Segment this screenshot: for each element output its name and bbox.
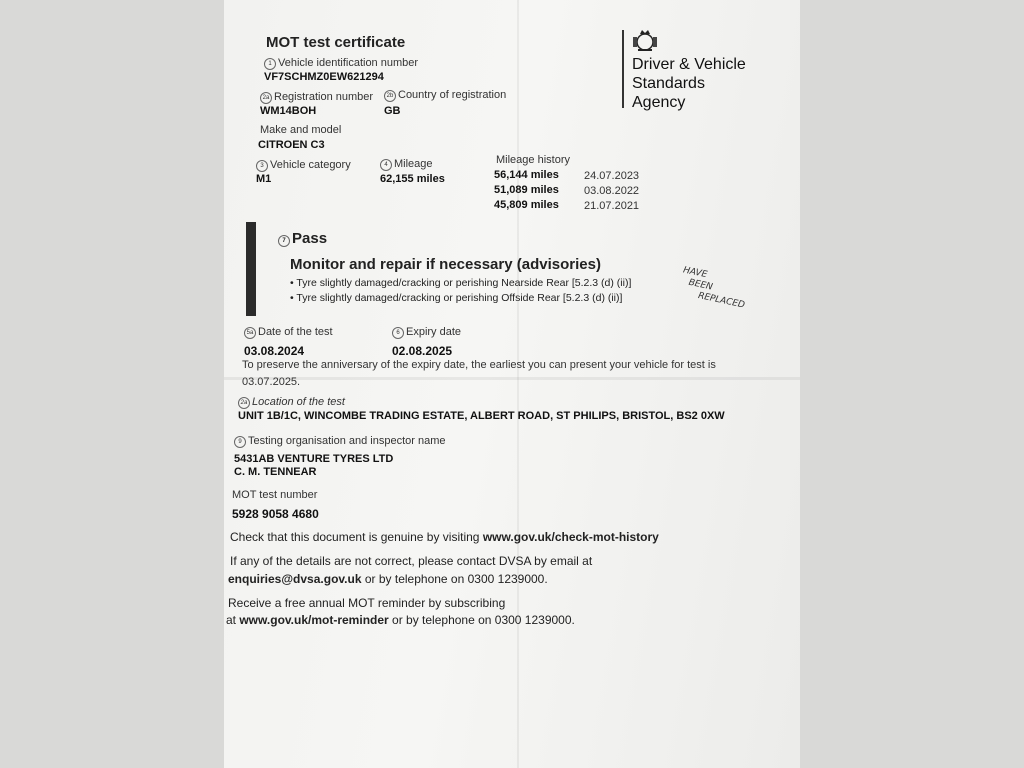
location-value: UNIT 1B/1C, WINCOMBE TRADING ESTATE, ALBERT ROAD, ST PHILIPS, BRISTOL, BS2 0XW <box>238 410 725 422</box>
mileage-history-label: Mileage history <box>496 154 570 166</box>
test-number-label: MOT test number <box>232 489 318 501</box>
make-label: Make and model <box>260 124 342 136</box>
country-label: 2b Country of registration <box>384 89 506 102</box>
mileage-label: 4 Mileage <box>380 158 433 171</box>
history-date: 21.07.2021 <box>584 200 640 212</box>
reminder-text: Receive a free annual MOT reminder by subscribing <box>228 596 506 610</box>
expiry-label: 6 Expiry date <box>392 326 461 339</box>
test-date-label: 5a Date of the test <box>244 326 333 339</box>
agency-divider <box>622 30 624 108</box>
vin-label: 1 Vehicle identification number <box>264 57 418 70</box>
mileage-value: 62,155 miles <box>380 173 445 185</box>
inspector-name: C. M. TENNEAR <box>234 466 317 478</box>
history-miles: 51,089 miles <box>494 184 559 196</box>
fold-line-horizontal <box>224 377 800 380</box>
test-date-value: 03.08.2024 <box>244 344 305 358</box>
location-label: 2a Location of the test <box>238 396 345 409</box>
vin-value: VF7SCHMZ0EW621294 <box>264 71 384 83</box>
royal-crest-icon <box>630 28 660 54</box>
country-value: GB <box>384 105 401 117</box>
registration-value: WM14BOH <box>260 105 317 117</box>
check-genuine-text: Check that this document is genuine by visiting www.gov.uk/check-mot-history <box>230 530 659 544</box>
agency-name: Driver & Vehicle Standards Agency <box>632 56 746 111</box>
handwritten-note: HAVE BEEN REPLACED <box>682 265 746 311</box>
contact-email-line: enquiries@dvsa.gov.uk or by telephone on 0300 1239000. <box>228 572 548 586</box>
history-date: 03.08.2022 <box>584 185 640 197</box>
contact-email-link[interactable]: enquiries@dvsa.gov.uk <box>228 572 362 586</box>
advisory-item: • Tyre slightly damaged/cracking or perishing Nearside Rear [5.2.3 (d) (ii)] <box>290 277 632 289</box>
advisory-item: • Tyre slightly damaged/cracking or perishing Offside Rear [5.2.3 (d) (ii)] <box>290 292 623 304</box>
expiry-note-date: 03.07.2025. <box>242 376 301 388</box>
organisation-label: 9 Testing organisation and inspector name <box>234 435 446 448</box>
history-miles: 45,809 miles <box>494 199 559 211</box>
category-label: 3 Vehicle category <box>256 159 351 172</box>
registration-label: 2a Registration number <box>260 91 373 104</box>
history-miles: 56,144 miles <box>494 169 559 181</box>
expiry-note: To preserve the anniversary of the expiry date, the earliest you can present your vehicle for test is <box>242 359 716 371</box>
result-bar <box>246 222 256 316</box>
history-date: 24.07.2023 <box>584 170 640 182</box>
contact-text: If any of the details are not correct, please contact DVSA by email at <box>230 554 593 568</box>
result-pass: 7 Pass <box>278 230 327 247</box>
category-value: M1 <box>256 173 272 185</box>
fold-line-vertical <box>517 0 519 768</box>
certificate-paper <box>224 0 800 768</box>
document-title: MOT test certificate <box>266 34 406 51</box>
reminder-line: at www.gov.uk/mot-reminder or by telephone on 0300 1239000. <box>226 613 575 627</box>
check-mot-link[interactable]: www.gov.uk/check-mot-history <box>482 530 659 544</box>
organisation-line1: 5431AB VENTURE TYRES LTD <box>234 453 394 465</box>
advisories-title: Monitor and repair if necessary (advisories) <box>290 256 601 273</box>
mot-reminder-link[interactable]: www.gov.uk/mot-reminder <box>239 613 389 627</box>
test-number-value: 5928 9058 4680 <box>232 507 319 521</box>
make-value: CITROEN C3 <box>258 139 325 151</box>
expiry-value: 02.08.2025 <box>392 344 453 358</box>
